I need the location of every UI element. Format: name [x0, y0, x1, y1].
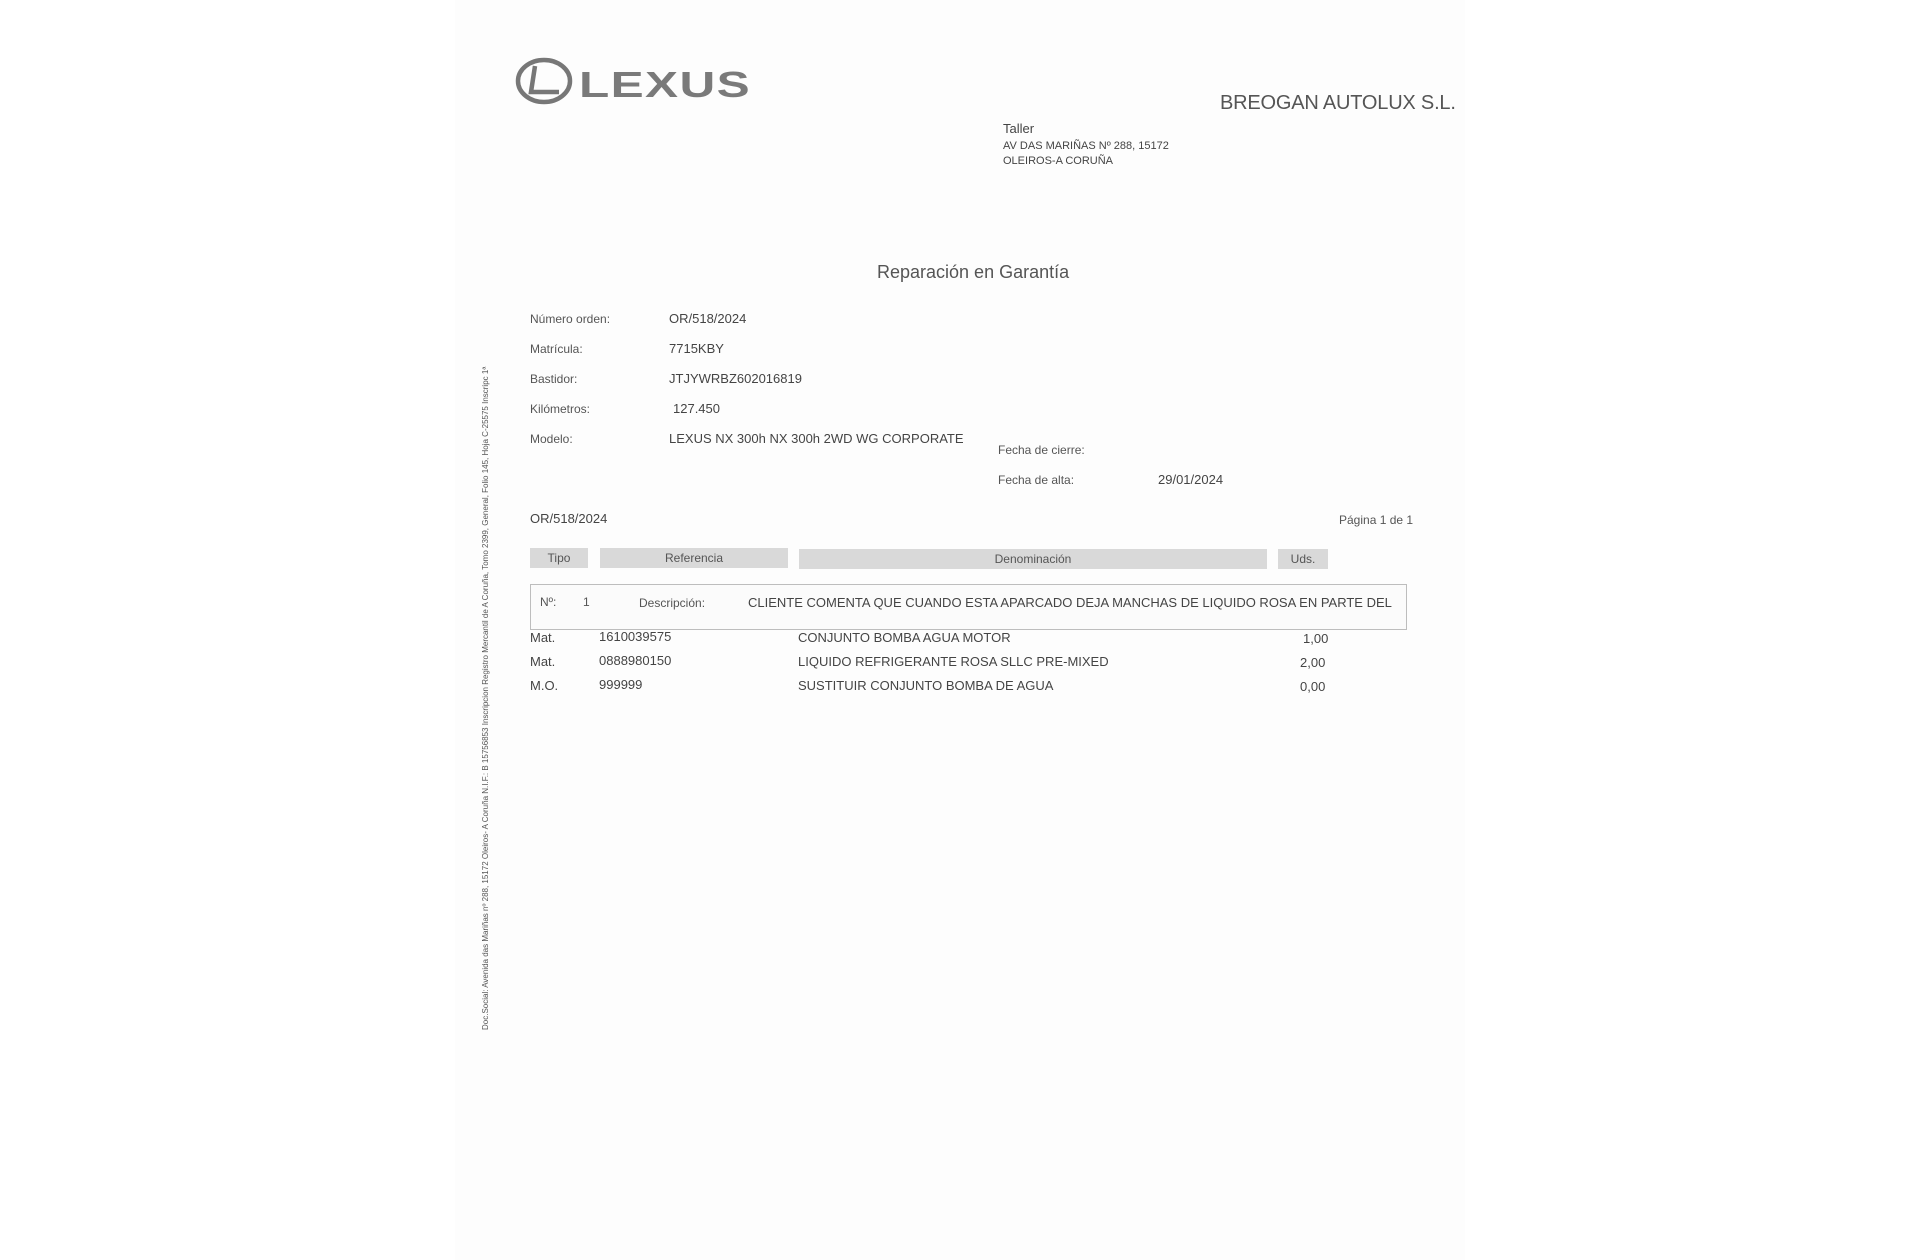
- row-3-denominacion: SUSTITUIR CONJUNTO BOMBA DE AGUA: [798, 678, 1054, 693]
- model-label: Modelo:: [530, 432, 573, 446]
- column-header-tipo: Tipo: [530, 548, 588, 568]
- row-3-tipo: M.O.: [530, 678, 559, 693]
- side-legal-text: Doc.Social: Avenida das Mariñas nº 288, 15172 Oleiros- A Coruña N.I.F.: B 15756853 Inscripcion Registro Mercantil de A Coruña, Tomo 2399, General, Folio 145, Hoja C-25575 Inscripc 1ª: [481, 366, 490, 1030]
- address-line-1: Taller: [1003, 121, 1035, 136]
- description-label: Descripción:: [639, 596, 706, 610]
- description-text: CLIENTE COMENTA QUE CUANDO ESTA APARCADO DEJA MANCHAS DE LIQUIDO ROSA EN PARTE DEL: [748, 595, 1392, 610]
- column-header-referencia: Referencia: [600, 548, 788, 568]
- column-header-denominacion: Denominación: [799, 549, 1267, 569]
- row-3-uds: 0,00: [1300, 679, 1326, 694]
- close-date-label: Fecha de cierre:: [998, 443, 1085, 457]
- row-1-uds: 1,00: [1303, 631, 1329, 646]
- address-line-2: AV DAS MARIÑAS Nº 288, 15172: [1003, 140, 1169, 152]
- row-2-referencia: 0888980150: [599, 653, 672, 668]
- company-name: BREOGAN AUTOLUX S.L.: [1220, 92, 1456, 114]
- row-2-tipo: Mat.: [530, 654, 556, 669]
- chassis-value: JTJYWRBZ602016819: [669, 371, 802, 386]
- item-number-label: Nº:: [540, 595, 557, 609]
- plate-label: Matrícula:: [530, 342, 583, 356]
- column-header-uds: Uds.: [1278, 549, 1328, 569]
- open-date-value: 29/01/2024: [1158, 472, 1224, 487]
- address-line-3: OLEIROS-A CORUÑA: [1003, 155, 1114, 167]
- row-2-uds: 2,00: [1300, 655, 1326, 670]
- page-indicator: Página 1 de 1: [1339, 513, 1414, 527]
- order-number-label: Número orden:: [530, 312, 611, 326]
- row-1-referencia: 1610039575: [599, 629, 672, 644]
- kilometers-value: 127.450: [673, 401, 720, 416]
- plate-value: 7715KBY: [669, 341, 724, 356]
- row-1-tipo: Mat.: [530, 630, 556, 645]
- row-2-denominacion: LIQUIDO REFRIGERANTE ROSA SLLC PRE-MIXED: [798, 654, 1109, 669]
- row-1-denominacion: CONJUNTO BOMBA AGUA MOTOR: [798, 630, 1011, 645]
- row-3-referencia: 999999: [599, 677, 643, 692]
- order-number-value: OR/518/2024: [669, 311, 747, 326]
- order-reference: OR/518/2024: [530, 511, 608, 526]
- kilometers-label: Kilómetros:: [530, 402, 591, 416]
- model-value: LEXUS NX 300h NX 300h 2WD WG CORPORATE: [669, 431, 964, 446]
- chassis-label: Bastidor:: [530, 372, 578, 386]
- open-date-label: Fecha de alta:: [998, 473, 1075, 487]
- document-title: Reparación en Garantía: [877, 262, 1070, 282]
- svg-text:LEXUS: LEXUS: [579, 64, 751, 105]
- item-number-value: 1: [583, 595, 590, 609]
- lexus-logo: [515, 54, 755, 110]
